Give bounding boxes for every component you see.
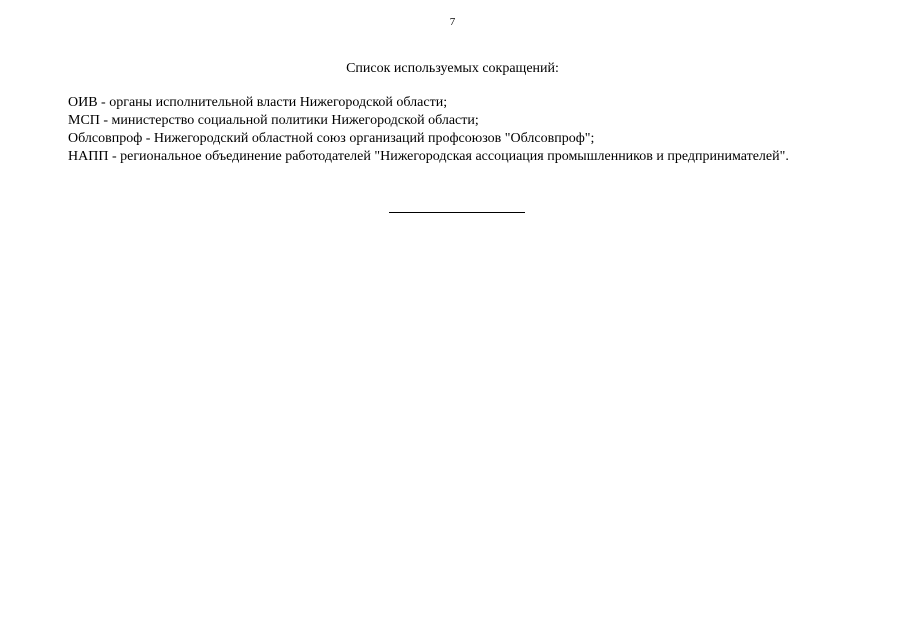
abbreviation-entry: НАПП - региональное объединение работодателей "Нижегородская ассоциация промышленников и предпринимателей". <box>68 149 789 164</box>
end-of-document-rule <box>389 212 525 213</box>
page-number: 7 <box>449 16 456 28</box>
abbreviations-list <box>68 94 844 166</box>
abbreviation-entry: МСП - министерство социальной политики Нижегородской области; <box>68 113 479 128</box>
abbreviations-heading: Список используемых сокращений: <box>346 61 559 76</box>
abbreviation-entry: Облсовпроф - Нижегородский областной союз организаций профсоюзов "Облсовпроф"; <box>68 131 595 146</box>
abbreviation-entry: ОИВ - органы исполнительной власти Нижегородской области; <box>68 95 448 110</box>
